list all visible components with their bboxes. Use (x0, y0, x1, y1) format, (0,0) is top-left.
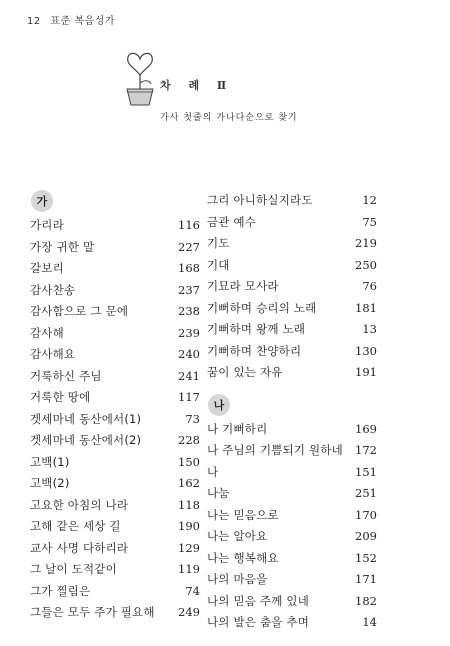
entry-title: 교사 사명 다하리라 (30, 540, 129, 555)
index-entry (30, 301, 200, 323)
entry-page: 227 (178, 239, 200, 254)
index-entry (207, 212, 377, 234)
entry-page: 228 (178, 433, 200, 447)
entry-page: 162 (178, 476, 200, 490)
entry-page: 75 (362, 214, 377, 229)
index-entry (207, 612, 377, 634)
running-head (27, 12, 115, 27)
index-entry (207, 419, 377, 441)
section-letter-badge: 가 (31, 190, 53, 212)
entry-page: 191 (355, 365, 377, 379)
entry-title: 그가 찔림은 (30, 583, 91, 598)
index-entry (207, 298, 377, 320)
index-entry (30, 280, 200, 302)
entry-title: 거룩한 땅에 (30, 390, 91, 404)
entry-page: 152 (355, 550, 377, 565)
index-column-right (207, 190, 377, 634)
entry-title: 기묘라 모사라 (207, 279, 279, 293)
index-entry (30, 559, 200, 581)
entry-title: 나는 알아요 (207, 529, 268, 543)
index-entry (207, 569, 377, 591)
entry-page: 74 (185, 583, 200, 598)
index-entry (30, 387, 200, 409)
index-entry (30, 215, 200, 237)
entry-title: 기대 (207, 257, 230, 272)
entry-title: 감사찬송 (30, 282, 76, 297)
entry-title: 그들은 모두 주가 필요해 (30, 605, 155, 619)
entry-title: 감사해요 (30, 347, 76, 361)
index-entry (207, 526, 377, 548)
contents-emblem (120, 45, 360, 145)
entry-page: 237 (178, 282, 200, 297)
contents-subtitle: 가사 첫줄의 가나다순으로 찾기 (160, 113, 298, 123)
index-entry (207, 190, 377, 212)
entry-page: 182 (355, 593, 377, 608)
entry-title: 기뻐하며 찬양하리 (207, 343, 302, 358)
entry-page: 73 (185, 411, 200, 426)
entry-page: 118 (178, 497, 200, 512)
index-entry (30, 237, 200, 259)
entry-page: 238 (178, 304, 200, 318)
entry-title: 고해 같은 세상 길 (30, 519, 121, 533)
entry-page: 13 (362, 322, 377, 336)
entry-page: 151 (355, 464, 377, 479)
entry-page: 76 (362, 279, 377, 293)
entry-title: 감사함으로 그 문에 (30, 304, 129, 318)
entry-page: 119 (178, 562, 200, 576)
index-entry (207, 591, 377, 613)
index-entry (30, 409, 200, 431)
entry-page: 116 (178, 218, 200, 232)
entry-title: 나는 행복해요 (207, 550, 279, 565)
index-entry (207, 255, 377, 277)
entry-title: 기뻐하며 승리의 노래 (207, 300, 317, 315)
entry-page: 14 (362, 615, 377, 629)
entry-page: 239 (178, 325, 200, 340)
index-entry (207, 462, 377, 484)
index-entry (30, 473, 200, 495)
entry-page: 168 (178, 261, 200, 275)
entry-page: 181 (355, 300, 377, 315)
index-entry (30, 258, 200, 280)
entry-title: 나의 발은 춤을 추며 (207, 615, 310, 629)
index-entry (207, 505, 377, 527)
entry-page: 170 (355, 507, 377, 522)
entry-title: 나 기뻐하리 (207, 421, 268, 436)
entry-page: 240 (178, 347, 200, 361)
index-entry (30, 344, 200, 366)
index-entry (207, 548, 377, 570)
contents-title: 차 례 Ⅱ (160, 79, 234, 92)
index-entry (207, 362, 377, 384)
entry-title: 거룩하신 주님 (30, 368, 102, 383)
entry-title: 고백(2) (30, 476, 70, 490)
index-column-left (30, 190, 200, 624)
entry-page: 172 (355, 443, 377, 457)
entry-title: 꿈이 있는 자유 (207, 365, 283, 379)
entry-page: 249 (178, 605, 200, 619)
entry-title: 고백(1) (30, 454, 70, 469)
entry-page: 117 (178, 390, 200, 404)
entry-title: 기도 (207, 236, 230, 250)
entry-title: 나 (207, 464, 219, 479)
entry-page: 190 (178, 519, 200, 533)
entry-title: 감사해 (30, 325, 64, 340)
entry-title: 그리 아니하실지라도 (207, 193, 313, 207)
index-entry (30, 366, 200, 388)
entry-page: 251 (355, 486, 377, 500)
entry-title: 겟세마네 동산에서(1) (30, 411, 142, 426)
index-entry (207, 483, 377, 505)
index-entry (207, 276, 377, 298)
index-entry (207, 440, 377, 462)
book-title: 표준 복음성가 (50, 16, 116, 27)
entry-title: 금관 예수 (207, 214, 257, 229)
index-entry (30, 581, 200, 603)
index-entry (207, 233, 377, 255)
entry-title: 나눔 (207, 486, 230, 500)
entry-page: 150 (178, 454, 200, 469)
index-entry (207, 341, 377, 363)
entry-title: 나는 믿음으로 (207, 507, 279, 522)
entry-title: 갈보리 (30, 261, 64, 275)
entry-page: 250 (355, 257, 377, 272)
entry-title: 나의 믿음 주께 있네 (207, 593, 310, 608)
index-entry (30, 538, 200, 560)
entry-page: 130 (355, 343, 377, 358)
entry-page: 209 (355, 529, 377, 543)
entry-page: 219 (355, 236, 377, 250)
entry-page: 129 (178, 540, 200, 555)
flower-pot-icon (120, 45, 160, 107)
page-number: 12 (27, 16, 41, 27)
entry-title: 가리라 (30, 218, 64, 232)
index-entry (30, 495, 200, 517)
entry-title: 겟세마네 동산에서(2) (30, 433, 142, 447)
index-entry (207, 319, 377, 341)
index-entry (30, 452, 200, 474)
entry-title: 고요한 아침의 나라 (30, 497, 129, 512)
entry-page: 171 (355, 572, 377, 586)
index-entry (30, 602, 200, 624)
entry-title: 나 주님의 기쁨되기 원하네 (207, 443, 343, 457)
entry-title: 기뻐하며 왕께 노래 (207, 322, 306, 336)
entry-page: 12 (362, 193, 377, 207)
index-entry (30, 430, 200, 452)
entry-title: 가장 귀한 말 (30, 239, 95, 254)
entry-title: 그 날이 도적같이 (30, 562, 117, 576)
entry-title: 나의 마음을 (207, 572, 268, 586)
entry-page: 241 (178, 368, 200, 383)
index-entry (30, 323, 200, 345)
section-letter-badge: 나 (208, 394, 230, 416)
entry-page: 169 (355, 421, 377, 436)
index-entry (30, 516, 200, 538)
